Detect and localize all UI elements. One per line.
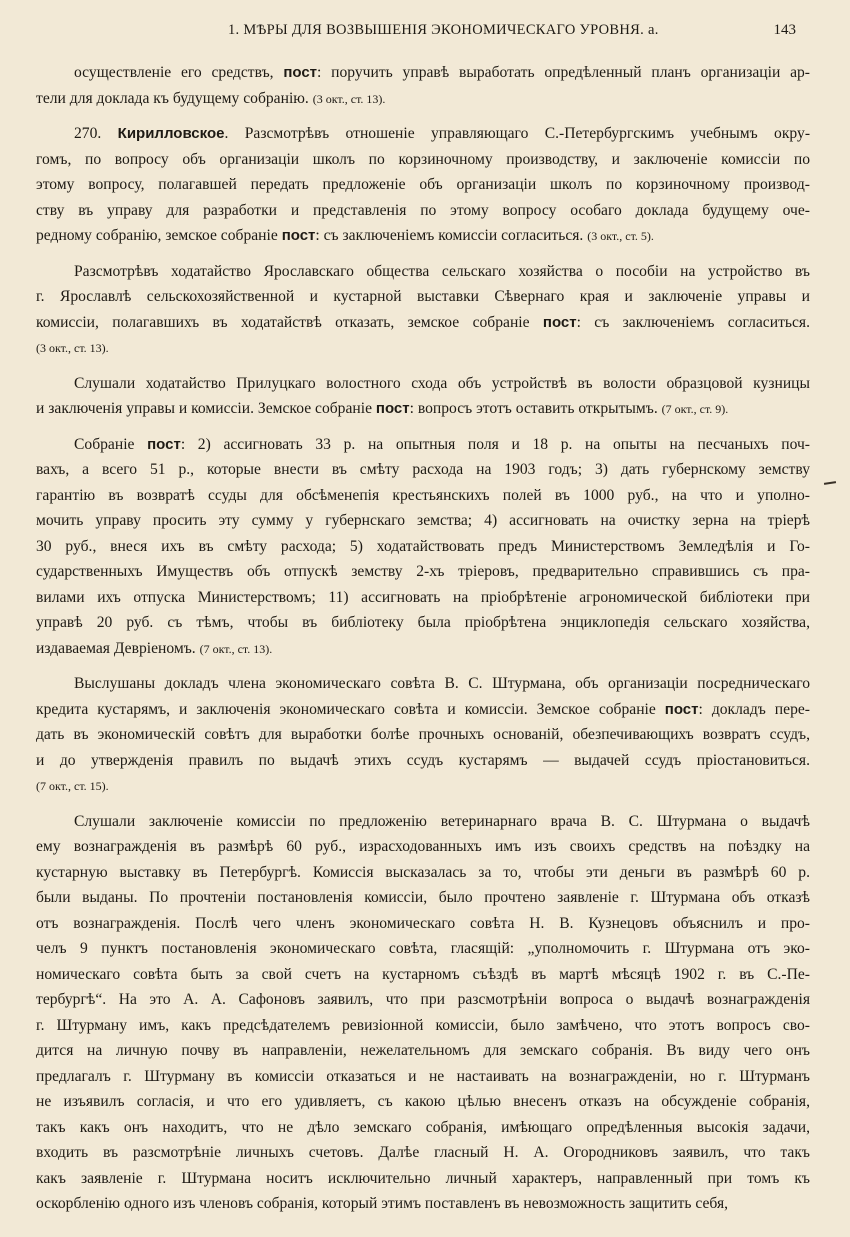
text-line: тербургѣ“. На это А. А. Сафоновъ заявилъ, что при разсмотрѣніи вопроса о выдачѣ вознагражденія (36, 991, 810, 1008)
text-line: какъ заявленіе г. Штурмана носитъ исключительно личный характеръ, направленный при томъ къ (36, 1169, 810, 1187)
paragraph (36, 60, 810, 112)
text-line: мочить управу просить эту сумму у губернскаго земства; 4) ассигновать на очистку зерна на тріерѣ (36, 512, 810, 529)
text-line: предлагалъ г. Штурману въ комиссіи отказаться и не настаивать на вознагражденіи, но г. Штурманъ (36, 1067, 810, 1085)
emphasis-term: Кирилловское (117, 125, 225, 142)
text-line: ему вознагражденія въ размѣрѣ 60 руб., израсходованныхъ имъ изъ своихъ средствъ на поѣздку на (36, 838, 810, 855)
text-line (36, 773, 810, 800)
text-line: ству въ управу для разработки и представленія по этому вопросу особаго доклада будущему оче- (36, 201, 810, 219)
text-line: дится на личную почву въ направленіи, нежелательномъ для земскаго собранія. Въ виду чего онъ (36, 1042, 810, 1059)
text-line: были выданы. По прочтеніи постановленія комиссіи, было прочтено заявленіе г. Штурмана объ отказѣ (36, 889, 810, 906)
running-title: 1. МѢРЫ ДЛЯ ВОЗВЫШЕНІЯ ЭКОНОМИЧЕСКАГО УРОВНЯ. а. (228, 22, 659, 38)
text-line: кредита кустарямъ, и заключенія экономическаго совѣта и комиссіи. Земское собраніе пост: докладъ пере- (36, 700, 810, 718)
page-header (0, 22, 850, 42)
emphasis-term: пост (281, 227, 316, 244)
text-line: челъ 9 пунктъ постановленія экономическаго совѣта, гласящій: „уполномочить г. Штурмана отъ эко- (36, 940, 810, 957)
page-number: 143 (773, 22, 796, 38)
text-line: отъ вознагражденія. Послѣ чего членъ экономическаго совѣта Н. В. Кузнецовъ объяснилъ и про- (36, 914, 810, 932)
text-line: редному собранію, земское собраніе пост: съ заключеніемъ комиссіи согласиться. (3 окт., ст. 5). (36, 227, 654, 244)
text-line: Слушали ходатайство Прилуцкаго волостного схода объ устройствѣ въ волости образцовой кузницы (74, 374, 810, 392)
text-line: вилами ихъ отпуска Министерствомъ; 11) ассигновать на пріобрѣтеніе агрономической библіотеки при (36, 588, 810, 606)
emphasis-term: пост (375, 400, 410, 417)
text-line: и заключенія управы и комиссіи. Земское собраніе пост: вопросъ этотъ оставить открытымъ. (7 окт., ст. 9). (36, 400, 729, 417)
text-line: этому вопросу, полагавшей передать предложеніе объ организаціи школъ по корзиночному производ- (36, 176, 810, 193)
text-line: Разсмотрѣвъ ходатайство Ярославскаго общества сельскаго хозяйства о пособіи на устройство въ (74, 262, 810, 280)
text-line: оскорбленію одного изъ членовъ собранія, который этимъ поставленъ въ невозможность защитить себя, (36, 1195, 729, 1212)
paragraph (36, 121, 810, 250)
text-line: 30 руб., внеся ихъ въ смѣту расхода; 5) ходатайствовать предъ Министерствомъ Земледѣлія и Го- (36, 537, 810, 555)
emphasis-term: пост (283, 64, 318, 81)
text-line: не изъявилъ согласія, и что его удивляетъ, съ какою цѣлью внесенъ отказъ на обсужденіе собранія, (36, 1093, 810, 1110)
text-line: номическаго совѣта быть за свой счетъ на кустарномъ съѣздѣ въ мартѣ мѣсяцѣ 1902 г. въ С.-Пе- (36, 965, 810, 983)
text-line: осуществленіе его средствъ, пост: поручить управѣ выработать опредѣленный планъ организаціи ар- (74, 64, 810, 81)
text-line: 270. Кирилловское. Разсмотрѣвъ отношеніе управляющаго С.-Петербургскимъ учебнымъ окру- (74, 125, 810, 142)
source-reference: (7 окт., ст. 9). (661, 402, 729, 416)
text-line: кустарную выставку въ Петербургѣ. Комиссія высказалась за то, чтобы эти деньги въ размѣрѣ 60 р. (36, 863, 810, 881)
text-line: г. Штурману имъ, какъ предсѣдателемъ ревизіонной комиссіи, было замѣчено, что этотъ вопросъ сво- (36, 1016, 810, 1034)
paragraph (36, 432, 810, 663)
text-line: г. Ярославлѣ сельскохозяйственной и кустарной выставки Сѣвернаго края и заключеніе управы и (36, 288, 810, 305)
text-line: Собраніе пост: 2) ассигновать 33 р. на опытныя поля и 18 р. на опыты на песчаныхъ поч- (74, 435, 810, 453)
text-line: гарантію въ возвратѣ ссуды для обсѣменепія крестьянскихъ полей въ 1000 руб., на что и уполно- (36, 486, 810, 504)
source-reference: (3 окт., ст. 13). (36, 341, 109, 355)
text-line: и до утвержденія правилъ по выдачѣ этихъ ссудъ кустарямъ — выдачей ссудъ пріостановиться. (36, 751, 810, 769)
text-line: сударственныхъ Имуществъ объ отпускѣ земству 2-хъ тріеровъ, предварительно справившись съ пра- (36, 563, 810, 580)
page-body (36, 60, 810, 1226)
paragraph (36, 371, 810, 423)
source-reference: (7 окт., ст. 15). (36, 779, 109, 793)
text-line: Выслушаны докладъ члена экономическаго совѣта В. С. Штурмана, объ организаціи посредническаго (74, 675, 810, 692)
text-line: дать въ экономическій совѣтъ для выработки болѣе прочныхъ основаній, обезпечивающихъ возвратъ ссудъ, (36, 726, 810, 743)
text-line: Слушали заключеніе комиссіи по предложенію ветеринарнаго врача В. С. Штурмана о выдачѣ (74, 812, 810, 830)
text-line: комиссіи, полагавшихъ въ ходатайствѣ отказать, земское собраніе пост: съ заключеніемъ согласиться. (36, 313, 810, 331)
paragraph (36, 671, 810, 800)
text-line: издаваемая Девріеномъ. (7 окт., ст. 13). (36, 639, 273, 657)
paragraph (36, 809, 810, 1217)
margin-mark (824, 481, 836, 485)
emphasis-term: пост (147, 435, 181, 453)
source-reference: (3 окт., ст. 13). (312, 91, 386, 106)
text-line: входить въ разсмотрѣніе личныхъ счетовъ. Далѣе гласный Н. А. Огородниковъ заявилъ, что такъ (36, 1144, 810, 1161)
source-reference: (7 окт., ст. 13). (199, 641, 273, 656)
source-reference: (3 окт., ст. 5). (587, 229, 654, 243)
text-line: вахъ, а всего 51 р., которые внести въ смѣту расхода на 1903 годъ; 3) дать губернскому земству (36, 461, 810, 478)
paragraph (36, 259, 810, 362)
text-line (36, 335, 810, 362)
text-line: тели для доклада къ будущему собранію. (3 окт., ст. 13). (36, 89, 386, 107)
text-line: управѣ 20 руб. съ тѣмъ, чтобы въ библіотеку была пріобрѣтена энциклопедія сельскаго хозяйства, (36, 614, 810, 631)
text-line: гомъ, по вопросу объ организаціи школъ по корзиночному производству, и заключеніе комиссіи по (36, 150, 810, 168)
emphasis-term: пост (542, 313, 577, 331)
emphasis-term: пост (664, 700, 699, 718)
text-line: такъ какъ онъ находитъ, что не дѣло земскаго собранія, имѣющаго опредѣленныя высокія задачи, (36, 1118, 810, 1136)
